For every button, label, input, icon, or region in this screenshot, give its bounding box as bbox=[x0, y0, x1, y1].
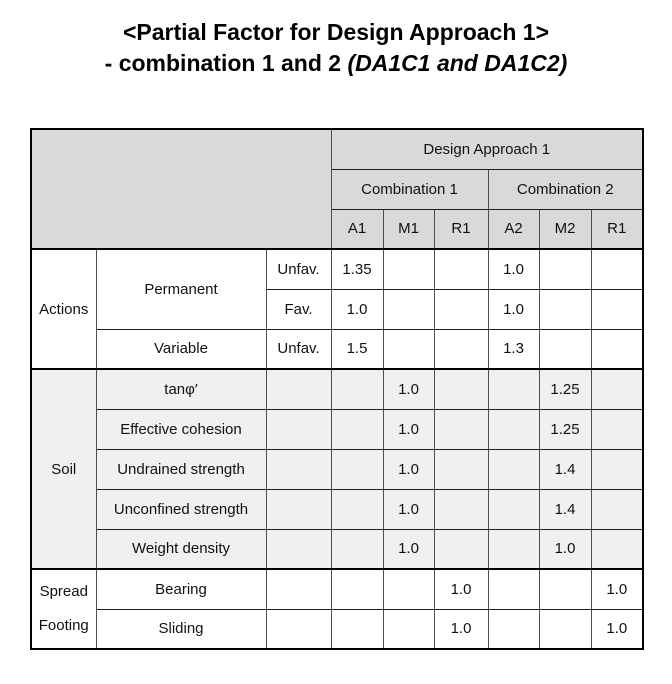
page-title bbox=[0, 0, 672, 79]
value-cell-a1 bbox=[331, 609, 383, 649]
condition-cell bbox=[266, 529, 331, 569]
value-cell-a1: 1.0 bbox=[331, 289, 383, 329]
value-cell-r1 bbox=[434, 249, 488, 289]
value-cell-r1 bbox=[434, 529, 488, 569]
value-cell-r1 bbox=[434, 409, 488, 449]
label-cell-effective-cohesion: Effective cohesion bbox=[96, 409, 266, 449]
column-header-a2: A2 bbox=[488, 209, 539, 249]
row-unconfined-strength bbox=[31, 489, 643, 529]
value-cell-m1 bbox=[383, 569, 434, 609]
value-cell-r1: 1.0 bbox=[434, 569, 488, 609]
value-cell-r1-2 bbox=[591, 369, 643, 409]
label-cell-bearing: Bearing bbox=[96, 569, 266, 609]
group-cell-spread-footing: Spread Footing bbox=[31, 569, 96, 649]
label-cell-permanent: Permanent bbox=[96, 249, 266, 329]
label-cell-tan-phi: tanφ′ bbox=[96, 369, 266, 409]
condition-cell bbox=[266, 569, 331, 609]
value-cell-a1: 1.35 bbox=[331, 249, 383, 289]
value-cell-m2: 1.4 bbox=[539, 489, 591, 529]
column-header-r1-2: R1 bbox=[591, 209, 643, 249]
value-cell-r1 bbox=[434, 369, 488, 409]
condition-cell: Unfav. bbox=[266, 329, 331, 369]
header-combination-1: Combination 1 bbox=[331, 169, 488, 209]
label-cell-weight-density: Weight density bbox=[96, 529, 266, 569]
value-cell-m2 bbox=[539, 609, 591, 649]
value-cell-m1 bbox=[383, 289, 434, 329]
partial-factor-table bbox=[30, 128, 644, 650]
value-cell-r1-2 bbox=[591, 489, 643, 529]
value-cell-m2 bbox=[539, 329, 591, 369]
value-cell-m2: 1.4 bbox=[539, 449, 591, 489]
value-cell-r1 bbox=[434, 289, 488, 329]
value-cell-a1 bbox=[331, 449, 383, 489]
value-cell-m1: 1.0 bbox=[383, 489, 434, 529]
row-permanent-unfav bbox=[31, 249, 643, 289]
value-cell-r1-2 bbox=[591, 289, 643, 329]
value-cell-a1 bbox=[331, 409, 383, 449]
value-cell-a2: 1.3 bbox=[488, 329, 539, 369]
value-cell-m2 bbox=[539, 289, 591, 329]
partial-factor-table-container bbox=[30, 128, 644, 650]
value-cell-r1: 1.0 bbox=[434, 609, 488, 649]
value-cell-m1: 1.0 bbox=[383, 529, 434, 569]
table-corner-cell bbox=[31, 129, 331, 249]
header-combination-2: Combination 2 bbox=[488, 169, 643, 209]
value-cell-m2 bbox=[539, 249, 591, 289]
group-cell-actions: Actions bbox=[31, 249, 96, 369]
value-cell-r1-2 bbox=[591, 409, 643, 449]
value-cell-r1 bbox=[434, 489, 488, 529]
condition-cell bbox=[266, 489, 331, 529]
value-cell-r1 bbox=[434, 449, 488, 489]
column-header-m1: M1 bbox=[383, 209, 434, 249]
value-cell-m1 bbox=[383, 249, 434, 289]
label-cell-sliding: Sliding bbox=[96, 609, 266, 649]
row-weight-density bbox=[31, 529, 643, 569]
label-cell-undrained-strength: Undrained strength bbox=[96, 449, 266, 489]
condition-cell bbox=[266, 369, 331, 409]
value-cell-m1 bbox=[383, 609, 434, 649]
condition-cell: Fav. bbox=[266, 289, 331, 329]
page-title-line2-italic: (DA1C1 and DA1C2) bbox=[347, 50, 568, 76]
value-cell-m1: 1.0 bbox=[383, 449, 434, 489]
value-cell-a2 bbox=[488, 369, 539, 409]
condition-cell bbox=[266, 409, 331, 449]
column-header-m2: M2 bbox=[539, 209, 591, 249]
page-title-line2-prefix: - combination 1 and 2 bbox=[104, 50, 348, 76]
label-cell-unconfined-strength: Unconfined strength bbox=[96, 489, 266, 529]
value-cell-a2 bbox=[488, 609, 539, 649]
row-sliding bbox=[31, 609, 643, 649]
value-cell-m2: 1.0 bbox=[539, 529, 591, 569]
value-cell-r1-2 bbox=[591, 249, 643, 289]
value-cell-r1-2: 1.0 bbox=[591, 569, 643, 609]
value-cell-r1 bbox=[434, 329, 488, 369]
value-cell-r1-2 bbox=[591, 529, 643, 569]
value-cell-a1 bbox=[331, 569, 383, 609]
value-cell-a2 bbox=[488, 569, 539, 609]
condition-cell: Unfav. bbox=[266, 249, 331, 289]
value-cell-m2: 1.25 bbox=[539, 409, 591, 449]
value-cell-a1 bbox=[331, 369, 383, 409]
value-cell-r1-2: 1.0 bbox=[591, 609, 643, 649]
value-cell-a2 bbox=[488, 449, 539, 489]
group-cell-soil: Soil bbox=[31, 369, 96, 569]
value-cell-m2 bbox=[539, 569, 591, 609]
value-cell-m1 bbox=[383, 329, 434, 369]
row-effective-cohesion bbox=[31, 409, 643, 449]
value-cell-a2 bbox=[488, 489, 539, 529]
value-cell-a1: 1.5 bbox=[331, 329, 383, 369]
page-title-line1: <Partial Factor for Design Approach 1> bbox=[122, 19, 550, 45]
value-cell-a2 bbox=[488, 409, 539, 449]
column-header-r1: R1 bbox=[434, 209, 488, 249]
condition-cell bbox=[266, 609, 331, 649]
header-design-approach: Design Approach 1 bbox=[331, 129, 643, 169]
label-cell-variable: Variable bbox=[96, 329, 266, 369]
row-bearing bbox=[31, 569, 643, 609]
header-row-design-approach bbox=[31, 129, 643, 169]
row-undrained-strength bbox=[31, 449, 643, 489]
column-header-a1: A1 bbox=[331, 209, 383, 249]
condition-cell bbox=[266, 449, 331, 489]
value-cell-a1 bbox=[331, 489, 383, 529]
value-cell-m1: 1.0 bbox=[383, 409, 434, 449]
value-cell-m1: 1.0 bbox=[383, 369, 434, 409]
page-title-line2 bbox=[0, 48, 672, 79]
value-cell-r1-2 bbox=[591, 449, 643, 489]
value-cell-a2: 1.0 bbox=[488, 289, 539, 329]
value-cell-a1 bbox=[331, 529, 383, 569]
value-cell-a2: 1.0 bbox=[488, 249, 539, 289]
value-cell-m2: 1.25 bbox=[539, 369, 591, 409]
value-cell-a2 bbox=[488, 529, 539, 569]
row-tan-phi bbox=[31, 369, 643, 409]
row-variable-unfav bbox=[31, 329, 643, 369]
value-cell-r1-2 bbox=[591, 329, 643, 369]
